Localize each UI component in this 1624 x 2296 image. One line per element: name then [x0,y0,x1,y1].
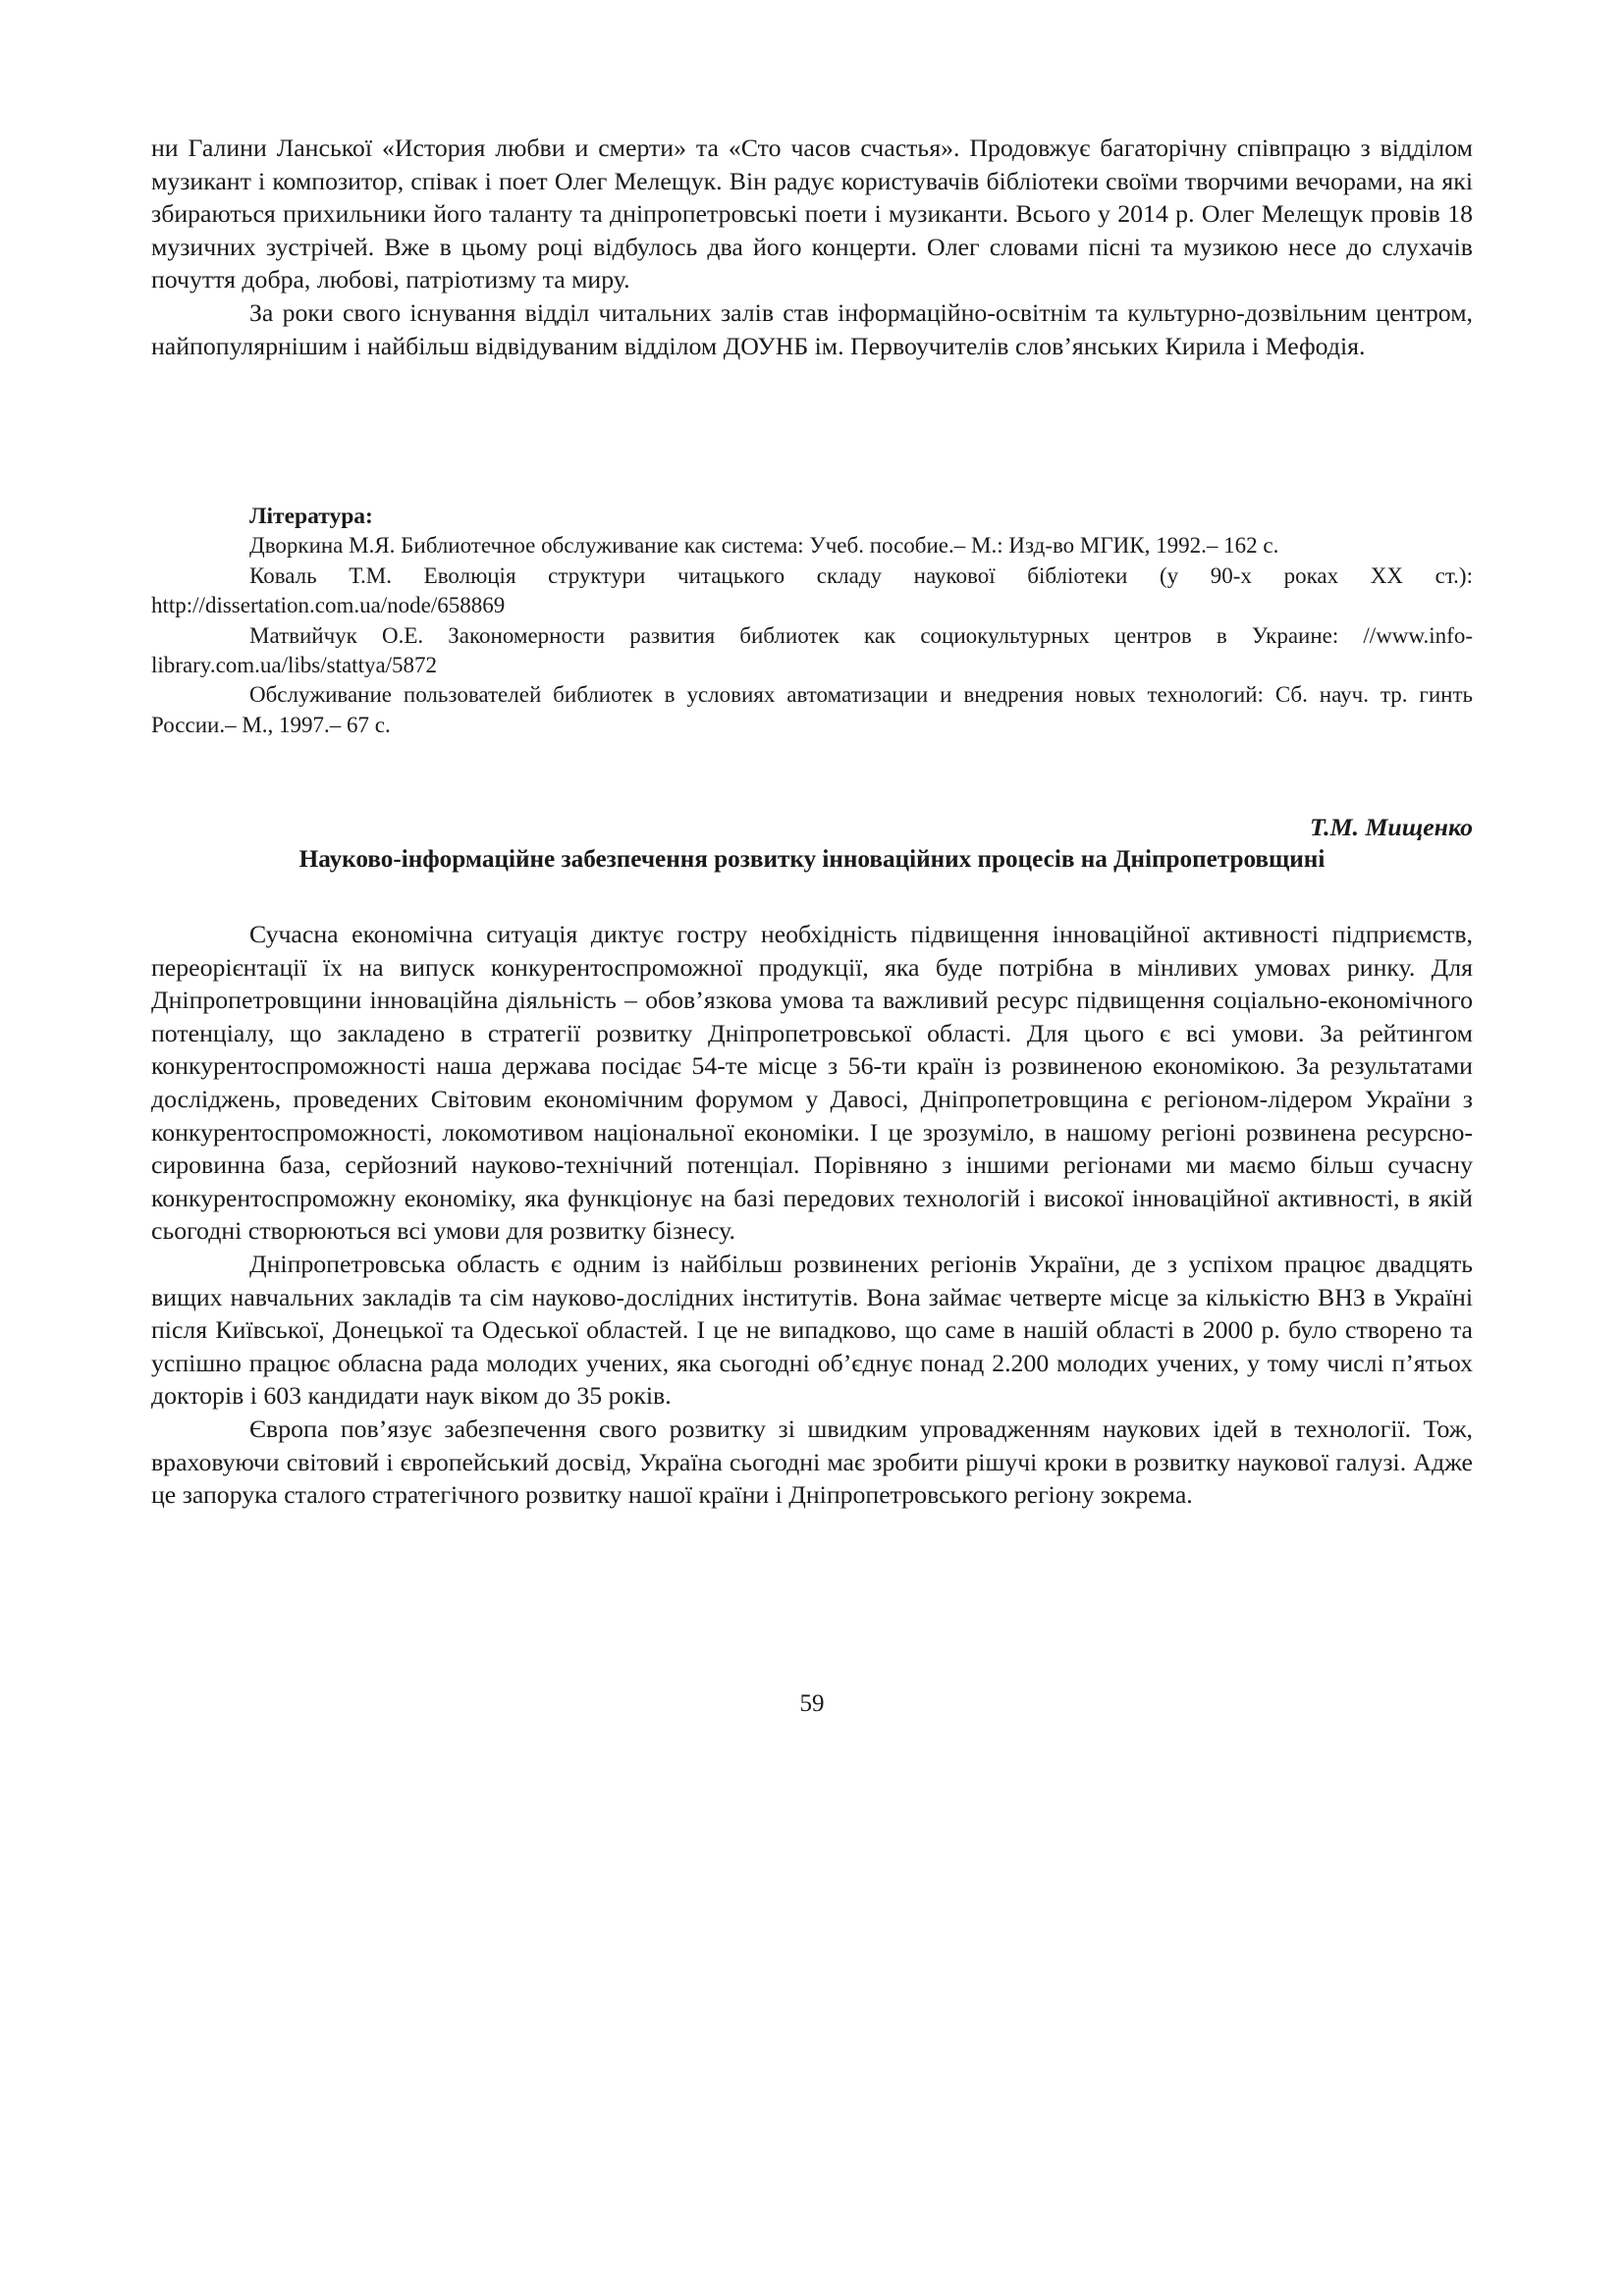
reference-item-1: Дворкина М.Я. Библиотечное обслуживание как система: Учеб. пособие.– М.: Изд-во МГИК, 1992.– 162 с. [249,533,1279,559]
continuation-paragraph-1: ни Галини Ланської «История любви и смерти» та «Сто часов счастья». Продовжує багаторічну співпрацю з відділом музикант і композитор, співак і поет Олег Мелещук. Він радує користувачів бібліотеки своїми творчими вечорами, на які збираються прихильники його таланту та дніпропетровські поети і музиканти. Всього у 2014 р. Олег Мелещук провів 18 музичних зустрічей. Вже в цьому році відбулось два його концерти. Олег словами пісні та музикою несе до слухачів почуття добра, любові, патріотизму та миру. [151,133,1473,294]
reference-item-2: Коваль Т.М. Еволюція структури читацького складу наукової бібліотеки (у 90-х роках ХХ ст.): http://dissertation.com.ua/node/658869 [151,562,1473,618]
continuation-section [151,132,1473,362]
article-body [151,918,1473,1512]
references-section [151,502,1473,740]
reference-item-3: Матвийчук О.Е. Закономерности развития библиотек как социокультурных центров в Украине: //www.info-library.com.ua/libs/stattya/5872 [151,622,1473,678]
continuation-paragraph-2: За роки свого існування відділ читальних залів став інформаційно-освітнім та культурно-дозвільним центром, найпопулярнішим і найбільш відвідуваним відділом ДОУНБ ім. Первоучителів слов’янських Кирила і Мефодія. [151,297,1473,360]
references-heading: Література: [249,504,373,529]
reference-item-4: Обслуживание пользователей библиотек в условиях автоматизации и внедрения новых технологий: Сб. науч. тр. гинть России.– М., 1997.– 67 с. [151,682,1473,737]
article-title: Науково-інформаційне забезпечення розвитку інноваційних процесів на Дніпропетровщині [298,846,1326,873]
article-paragraph-3: Європа пов’язує забезпечення свого розвитку зі швидким упровадженням наукових ідей в технології. Тож, враховуючи світовий і європейський досвід, Україна сьогодні має зробити рішучі кроки в розвитку наукової галузі. Адже це запорука сталого стратегічного розвитку нашої країни і Дніпропетровського регіону зокрема. [151,1414,1473,1510]
article-paragraph-2: Дніпропетровська область є одним із найбільш розвинених регіонів України, де з успіхом працює двадцять вищих навчальних закладів та сім науково-дослідних інститутів. Вона займає четверте місце за кількістю ВНЗ в Україні після Київської, Донецької та Одеської областей. І це не випадково, що саме в нашій області в 2000 р. було створено та успішно працює обласна рада молодих учених, яка сьогодні об’єднує понад 2.200 молодих учених, у тому числі п’ятьох докторів і 603 кандидати наук віком до 35 років. [151,1249,1473,1411]
page-number: 59 [799,1690,825,1717]
article-author: Т.М. Мищенко [1310,813,1473,841]
article-paragraph-1: Сучасна економічна ситуація диктує гостру необхідність підвищення інноваційної активності підприємств, переорієнтації їх на випуск конкурентоспроможної продукції, яка буде потрібна в мінливих умовах ринку. Для Дніпропетровщини інноваційна діяльність – обов’язкова умова та важливий ресурс підвищення соціально-економічного потенціалу, що закладено в стратегії розвитку Дніпропетровської області. Для цього є всі умови. За рейтингом конкурентоспроможності наша держава посідає 54-те місце з 56-ти країн із розвиненою економікою. За результатами досліджень, проведених Світовим економічним форумом у Давосі, Дніпропетровщина є регіоном-лідером України з конкурентоспроможності, локомотивом національної економіки. І це зрозуміло, в нашому регіоні розвинена ресурсно-сировинна база, серйозний науково-технічний потенціал. Порівняно з іншими регіонами ми маємо більш сучасну конкурентоспроможну економіку, яка функціонує на базі передових технологій і високої інноваційної активності, в якій сьогодні створюються всі умови для розвитку бізнесу. [151,920,1473,1246]
